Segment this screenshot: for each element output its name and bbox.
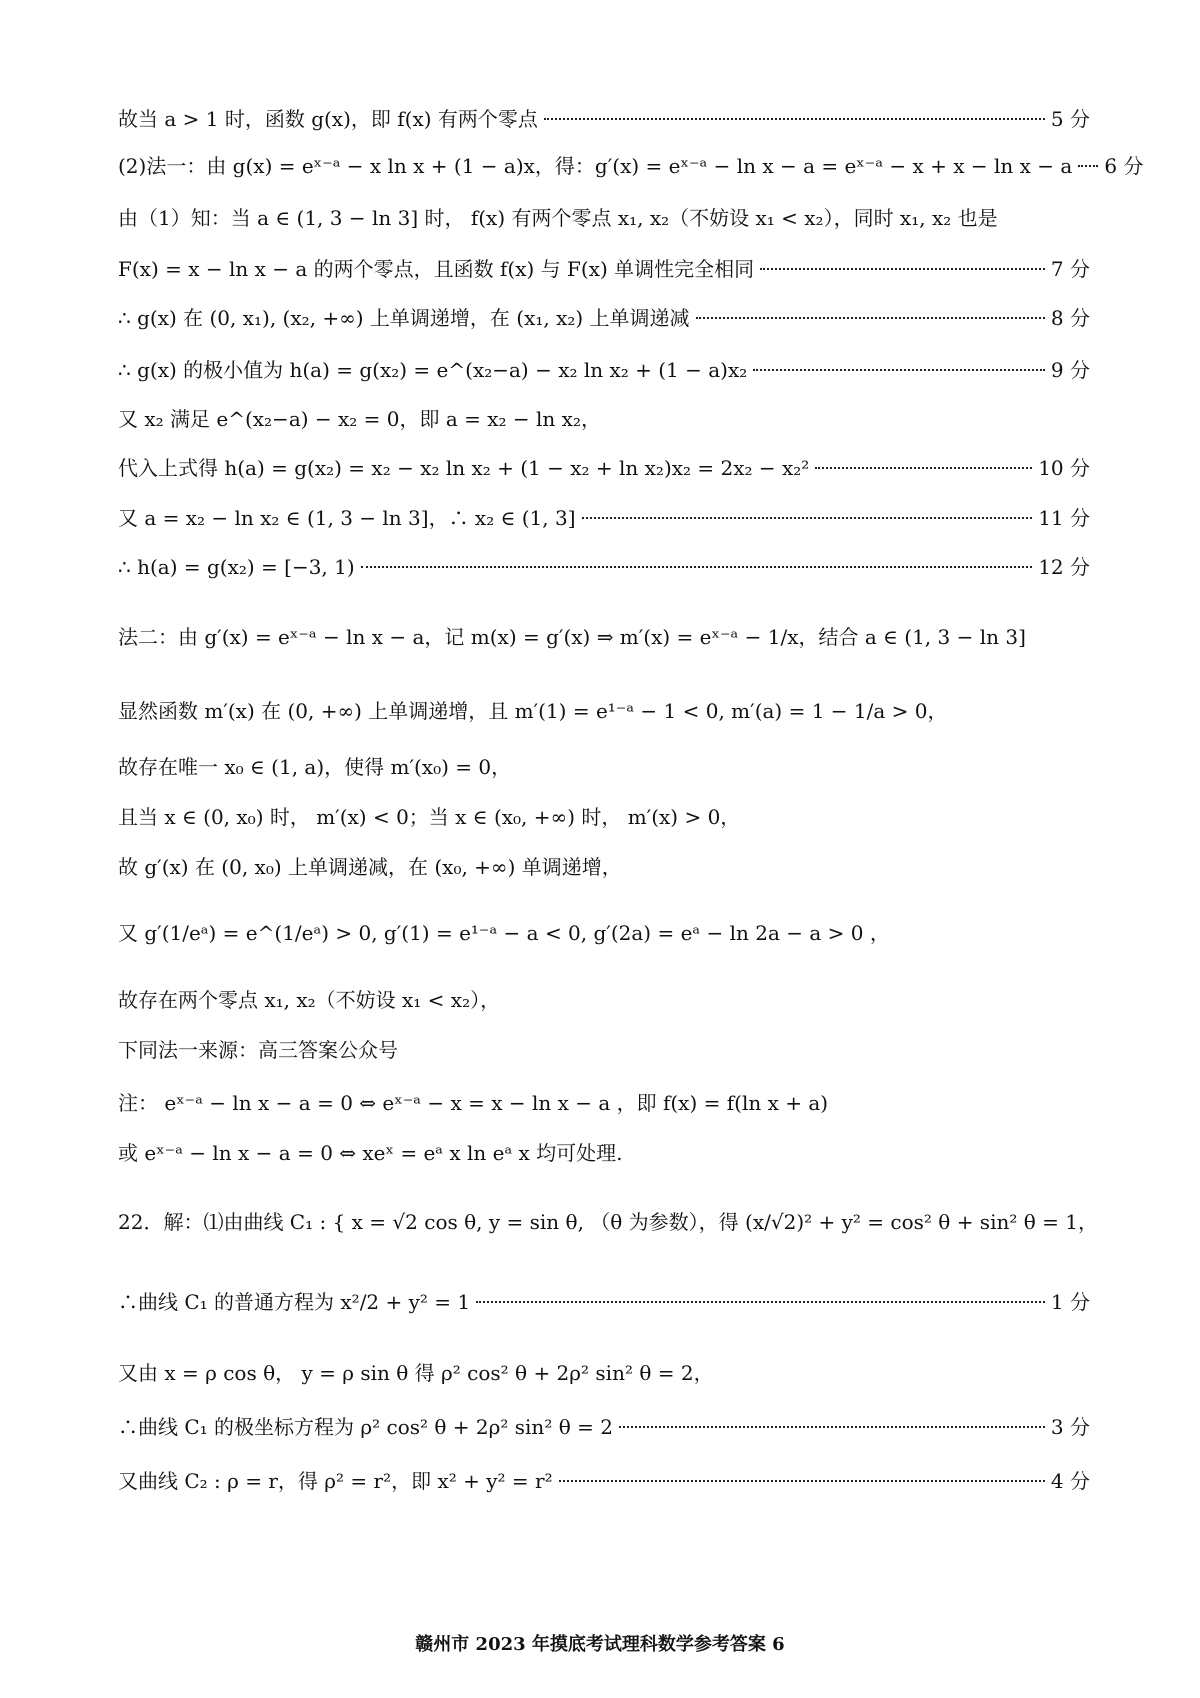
answer-line-15 [118, 852, 1090, 882]
answer-line-7 [118, 404, 1090, 434]
score-label: 3 分 [1050, 1415, 1090, 1439]
line-text: 又 x₂ 满足 e^(x₂−a) − x₂ = 0，即 a = x₂ − ln x₂， [118, 407, 601, 431]
answer-line-19 [118, 1088, 1090, 1118]
page-footer: 赣州市 2023 年摸底考试理科数学参考答案 6 [415, 1634, 785, 1655]
line-text: 且当 x ∈ (0, x₀) 时， m′(x) < 0；当 x ∈ (x₀, +∞) 时， m′(x) > 0， [118, 805, 741, 829]
line-text: 又由 x = ρ cos θ， y = ρ sin θ 得 ρ² cos² θ + 2ρ² sin² θ = 2， [118, 1361, 714, 1385]
line-text: 法二：由 g′(x) = eˣ⁻ᵃ − ln x − a，记 m(x) = g′(x) ⇒ m′(x) = eˣ⁻ᵃ − 1/x，结合 a ∈ (1, 3 − ln 3] [118, 625, 1026, 649]
answer-line-13 [118, 752, 1090, 782]
score-label: 6 分 [1104, 154, 1144, 178]
dot-leader [753, 369, 1045, 371]
line-text: 故存在唯一 x₀ ∈ (1, a)，使得 m′(x₀) = 0， [118, 755, 512, 779]
answer-line-3 [118, 203, 1090, 233]
line-text: 又 g′(1/eᵃ) = e^(1/eᵃ) > 0, g′(1) = e¹⁻ᵃ − a < 0, g′(2a) = eᵃ − ln 2a − a > 0 ， [118, 921, 890, 945]
answer-line-20 [118, 1138, 1090, 1168]
line-text: 又曲线 C₂ : ρ = r，得 ρ² = r²，即 x² + y² = r² [118, 1469, 553, 1493]
dot-leader [619, 1426, 1045, 1428]
line-text: 故当 a > 1 时，函数 g(x)，即 f(x) 有两个零点 [118, 107, 538, 131]
dot-leader [760, 268, 1045, 270]
line-text: 22．解：⑴由曲线 C₁ : { x = √2 cos θ, y = sin θ, （θ 为参数），得 (x/√2)² + y² = cos² θ + sin² θ = 1， [118, 1210, 1098, 1234]
line-text: 故存在两个零点 x₁, x₂（不妨设 x₁ < x₂）， [118, 988, 501, 1012]
score-label: 1 分 [1050, 1290, 1090, 1314]
score-label: 4 分 [1050, 1469, 1090, 1493]
line-text: 又 a = x₂ − ln x₂ ∈ (1, 3 − ln 3]，∴ x₂ ∈ (1, 3] [118, 506, 576, 530]
answer-line-22 [118, 1287, 1090, 1317]
answer-line-21 [118, 1207, 1098, 1237]
line-text: 故 g′(x) 在 (0, x₀) 上单调递减，在 (x₀, +∞) 单调递增， [118, 855, 622, 879]
line-text: ∴曲线 C₁ 的极坐标方程为 ρ² cos² θ + 2ρ² sin² θ = 2 [118, 1415, 613, 1439]
answer-line-12 [118, 696, 1090, 726]
score-label: 5 分 [1050, 107, 1090, 131]
dot-leader [696, 317, 1045, 319]
answer-line-18 [118, 1035, 1090, 1065]
dot-leader [1078, 165, 1098, 167]
score-label: 11 分 [1038, 506, 1090, 530]
line-text: 代入上式得 h(a) = g(x₂) = x₂ − x₂ ln x₂ + (1 − x₂ + ln x₂)x₂ = 2x₂ − x₂² [118, 456, 810, 480]
answer-line-16 [118, 918, 1090, 948]
dot-leader [582, 517, 1033, 519]
dot-leader [815, 467, 1032, 469]
answer-line-4 [118, 254, 1090, 284]
line-text: 注： eˣ⁻ᵃ − ln x − a = 0 ⇔ eˣ⁻ᵃ − x = x − ln x − a ，即 f(x) = f(ln x + a) [118, 1091, 829, 1115]
dot-leader [559, 1480, 1045, 1482]
answer-line-5 [118, 303, 1090, 333]
answer-line-17 [118, 985, 1090, 1015]
answer-line-10 [118, 552, 1090, 582]
line-text: 下同法一来源：高三答案公众号 [118, 1038, 398, 1062]
line-text: 或 eˣ⁻ᵃ − ln x − a = 0 ⇔ xeˣ = eᵃ x ln eᵃ x 均可处理. [118, 1141, 623, 1165]
line-text: (2)法一：由 g(x) = eˣ⁻ᵃ − x ln x + (1 − a)x，得：g′(x) = eˣ⁻ᵃ − ln x − a = eˣ⁻ᵃ − x + x − ln x − a [118, 154, 1073, 178]
score-label: 12 分 [1038, 555, 1090, 579]
dot-leader [544, 118, 1045, 120]
line-text: F(x) = x − ln x − a 的两个零点，且函数 f(x) 与 F(x) 单调性完全相同 [118, 257, 755, 281]
dot-leader [476, 1301, 1045, 1303]
score-label: 9 分 [1050, 358, 1090, 382]
answer-line-11 [118, 622, 1090, 652]
answer-line-2 [118, 151, 1144, 181]
line-text: ∴ h(a) = g(x₂) = [−3, 1) [118, 555, 355, 579]
answer-line-25 [118, 1466, 1090, 1496]
answer-line-1 [118, 104, 1090, 134]
dot-leader [361, 566, 1033, 568]
answer-line-24 [118, 1412, 1090, 1442]
answer-line-14 [118, 802, 1090, 832]
answer-line-23 [118, 1358, 1090, 1388]
line-text: ∴曲线 C₁ 的普通方程为 x²/2 + y² = 1 [118, 1290, 471, 1314]
score-label: 7 分 [1050, 257, 1090, 281]
answer-line-6 [118, 355, 1090, 385]
answer-line-8 [118, 453, 1090, 483]
line-text: ∴ g(x) 的极小值为 h(a) = g(x₂) = e^(x₂−a) − x₂ ln x₂ + (1 − a)x₂ [118, 358, 748, 382]
score-label: 10 分 [1038, 456, 1090, 480]
score-label: 8 分 [1050, 306, 1090, 330]
line-text: ∴ g(x) 在 (0, x₁), (x₂, +∞) 上单调递增，在 (x₁, x₂) 上单调递减 [118, 306, 690, 330]
line-text: 显然函数 m′(x) 在 (0, +∞) 上单调递增，且 m′(1) = e¹⁻ᵃ − 1 < 0, m′(a) = 1 − 1/a > 0， [118, 699, 948, 723]
line-text: 由（1）知：当 a ∈ (1, 3 − ln 3] 时， f(x) 有两个零点 x₁, x₂（不妨设 x₁ < x₂），同时 x₁, x₂ 也是 [118, 206, 998, 230]
answer-line-9 [118, 503, 1090, 533]
